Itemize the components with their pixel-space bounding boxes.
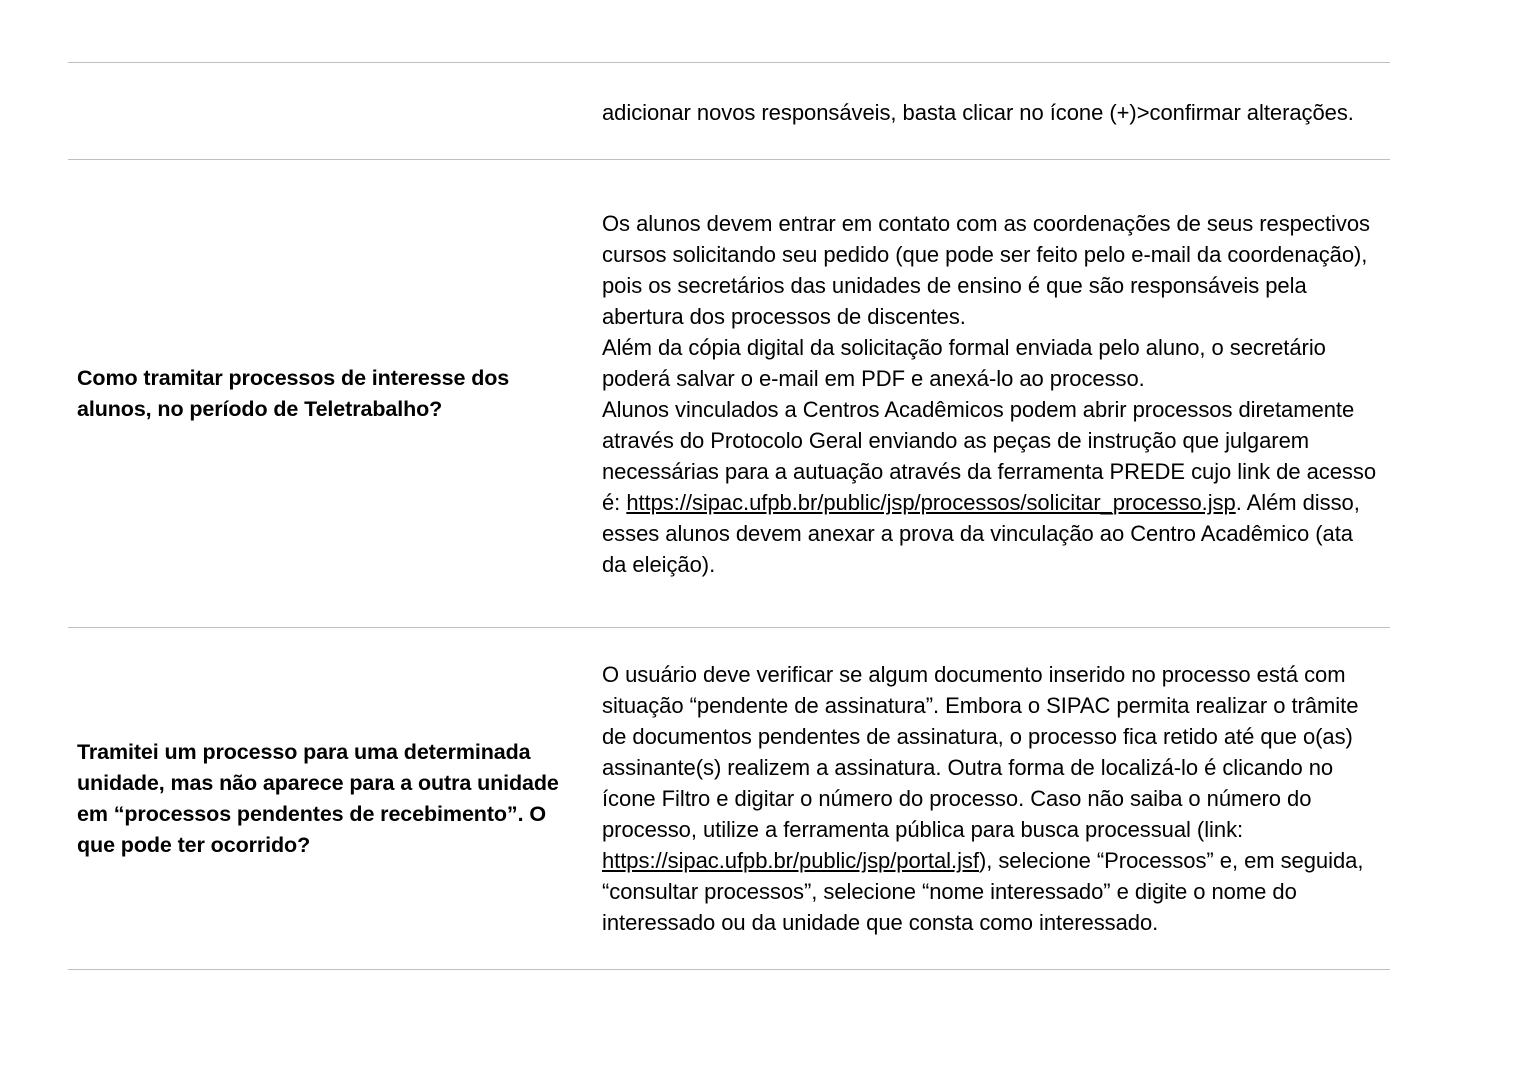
question-cell bbox=[68, 628, 580, 970]
faq-table-body bbox=[68, 63, 1390, 970]
answer-cell bbox=[580, 63, 1390, 160]
answer-paragraph bbox=[602, 659, 1376, 938]
table-row bbox=[68, 160, 1390, 628]
answer-text bbox=[580, 208, 1390, 580]
answer-paragraph bbox=[602, 394, 1376, 580]
answer-cell bbox=[580, 628, 1390, 970]
question-text: Como tramitar processos de interesse dos alunos, no período de Teletrabalho? bbox=[77, 365, 510, 421]
question-cell bbox=[68, 63, 580, 160]
answer-paragraph: Os alunos devem entrar em contato com as coordenações de seus respectivos cursos solicitando seu pedido (que pode ser feito pelo e-mail da coordenação), pois os secretários das unidades de ensino é que são responsáveis pela abertura dos processos de discentes. bbox=[602, 210, 1370, 329]
answer-text bbox=[580, 95, 1390, 128]
answer-text-before-link: Alunos vinculados a Centros Acadêmicos podem abrir processos diretamente através do Protocolo Geral enviando as peças de instrução que julgarem necessárias para a autuação através da ferramenta PREDE cujo link de acesso é: bbox=[602, 396, 1377, 515]
sipac-portal-link[interactable]: https://sipac.ufpb.br/public/jsp/portal.jsf bbox=[602, 848, 979, 873]
answer-cell bbox=[580, 160, 1390, 628]
table-row bbox=[68, 628, 1390, 970]
answer-text bbox=[580, 659, 1390, 938]
question-text: Tramitei um processo para uma determinada unidade, mas não aparece para a outra unidade em “processos pendentes de recebimento”. O que pode ter ocorrido? bbox=[77, 739, 559, 857]
faq-table bbox=[68, 62, 1390, 970]
answer-text-after-link: . Além disso, esses alunos devem anexar a prova da vinculação ao Centro Acadêmico (ata da eleição). bbox=[602, 489, 1360, 577]
answer-text-before-link: O usuário deve verificar se algum documento inserido no processo está com situação “pendente de assinatura”. Embora o SIPAC permita realizar o trâmite de documentos pendentes de assinatura, o processo fica retido até que o(as) assinante(s) realizem a assinatura. Outra forma de localizá-lo é clicando no ícone Filtro e digitar o número do processo. Caso não saiba o número do processo, utilize a ferramenta pública para busca processual (link: bbox=[602, 662, 1359, 842]
sipac-solicitar-processo-link[interactable]: https://sipac.ufpb.br/public/jsp/processos/solicitar_processo.jsp bbox=[626, 489, 1236, 515]
answer-paragraph: adicionar novos responsáveis, basta clicar no ícone (+)>confirmar alterações. bbox=[602, 99, 1354, 125]
answer-paragraph: Além da cópia digital da solicitação formal enviada pelo aluno, o secretário poderá salvar o e-mail em PDF e anexá-lo ao processo. bbox=[602, 334, 1326, 391]
table-row bbox=[68, 63, 1390, 160]
question-cell bbox=[68, 160, 580, 628]
answer-text-after-link: ), selecione “Processos” e, em seguida, “consultar processos”, selecione “nome interessado” e digite o nome do interessado ou da unidade que consta como interessado. bbox=[602, 848, 1364, 935]
